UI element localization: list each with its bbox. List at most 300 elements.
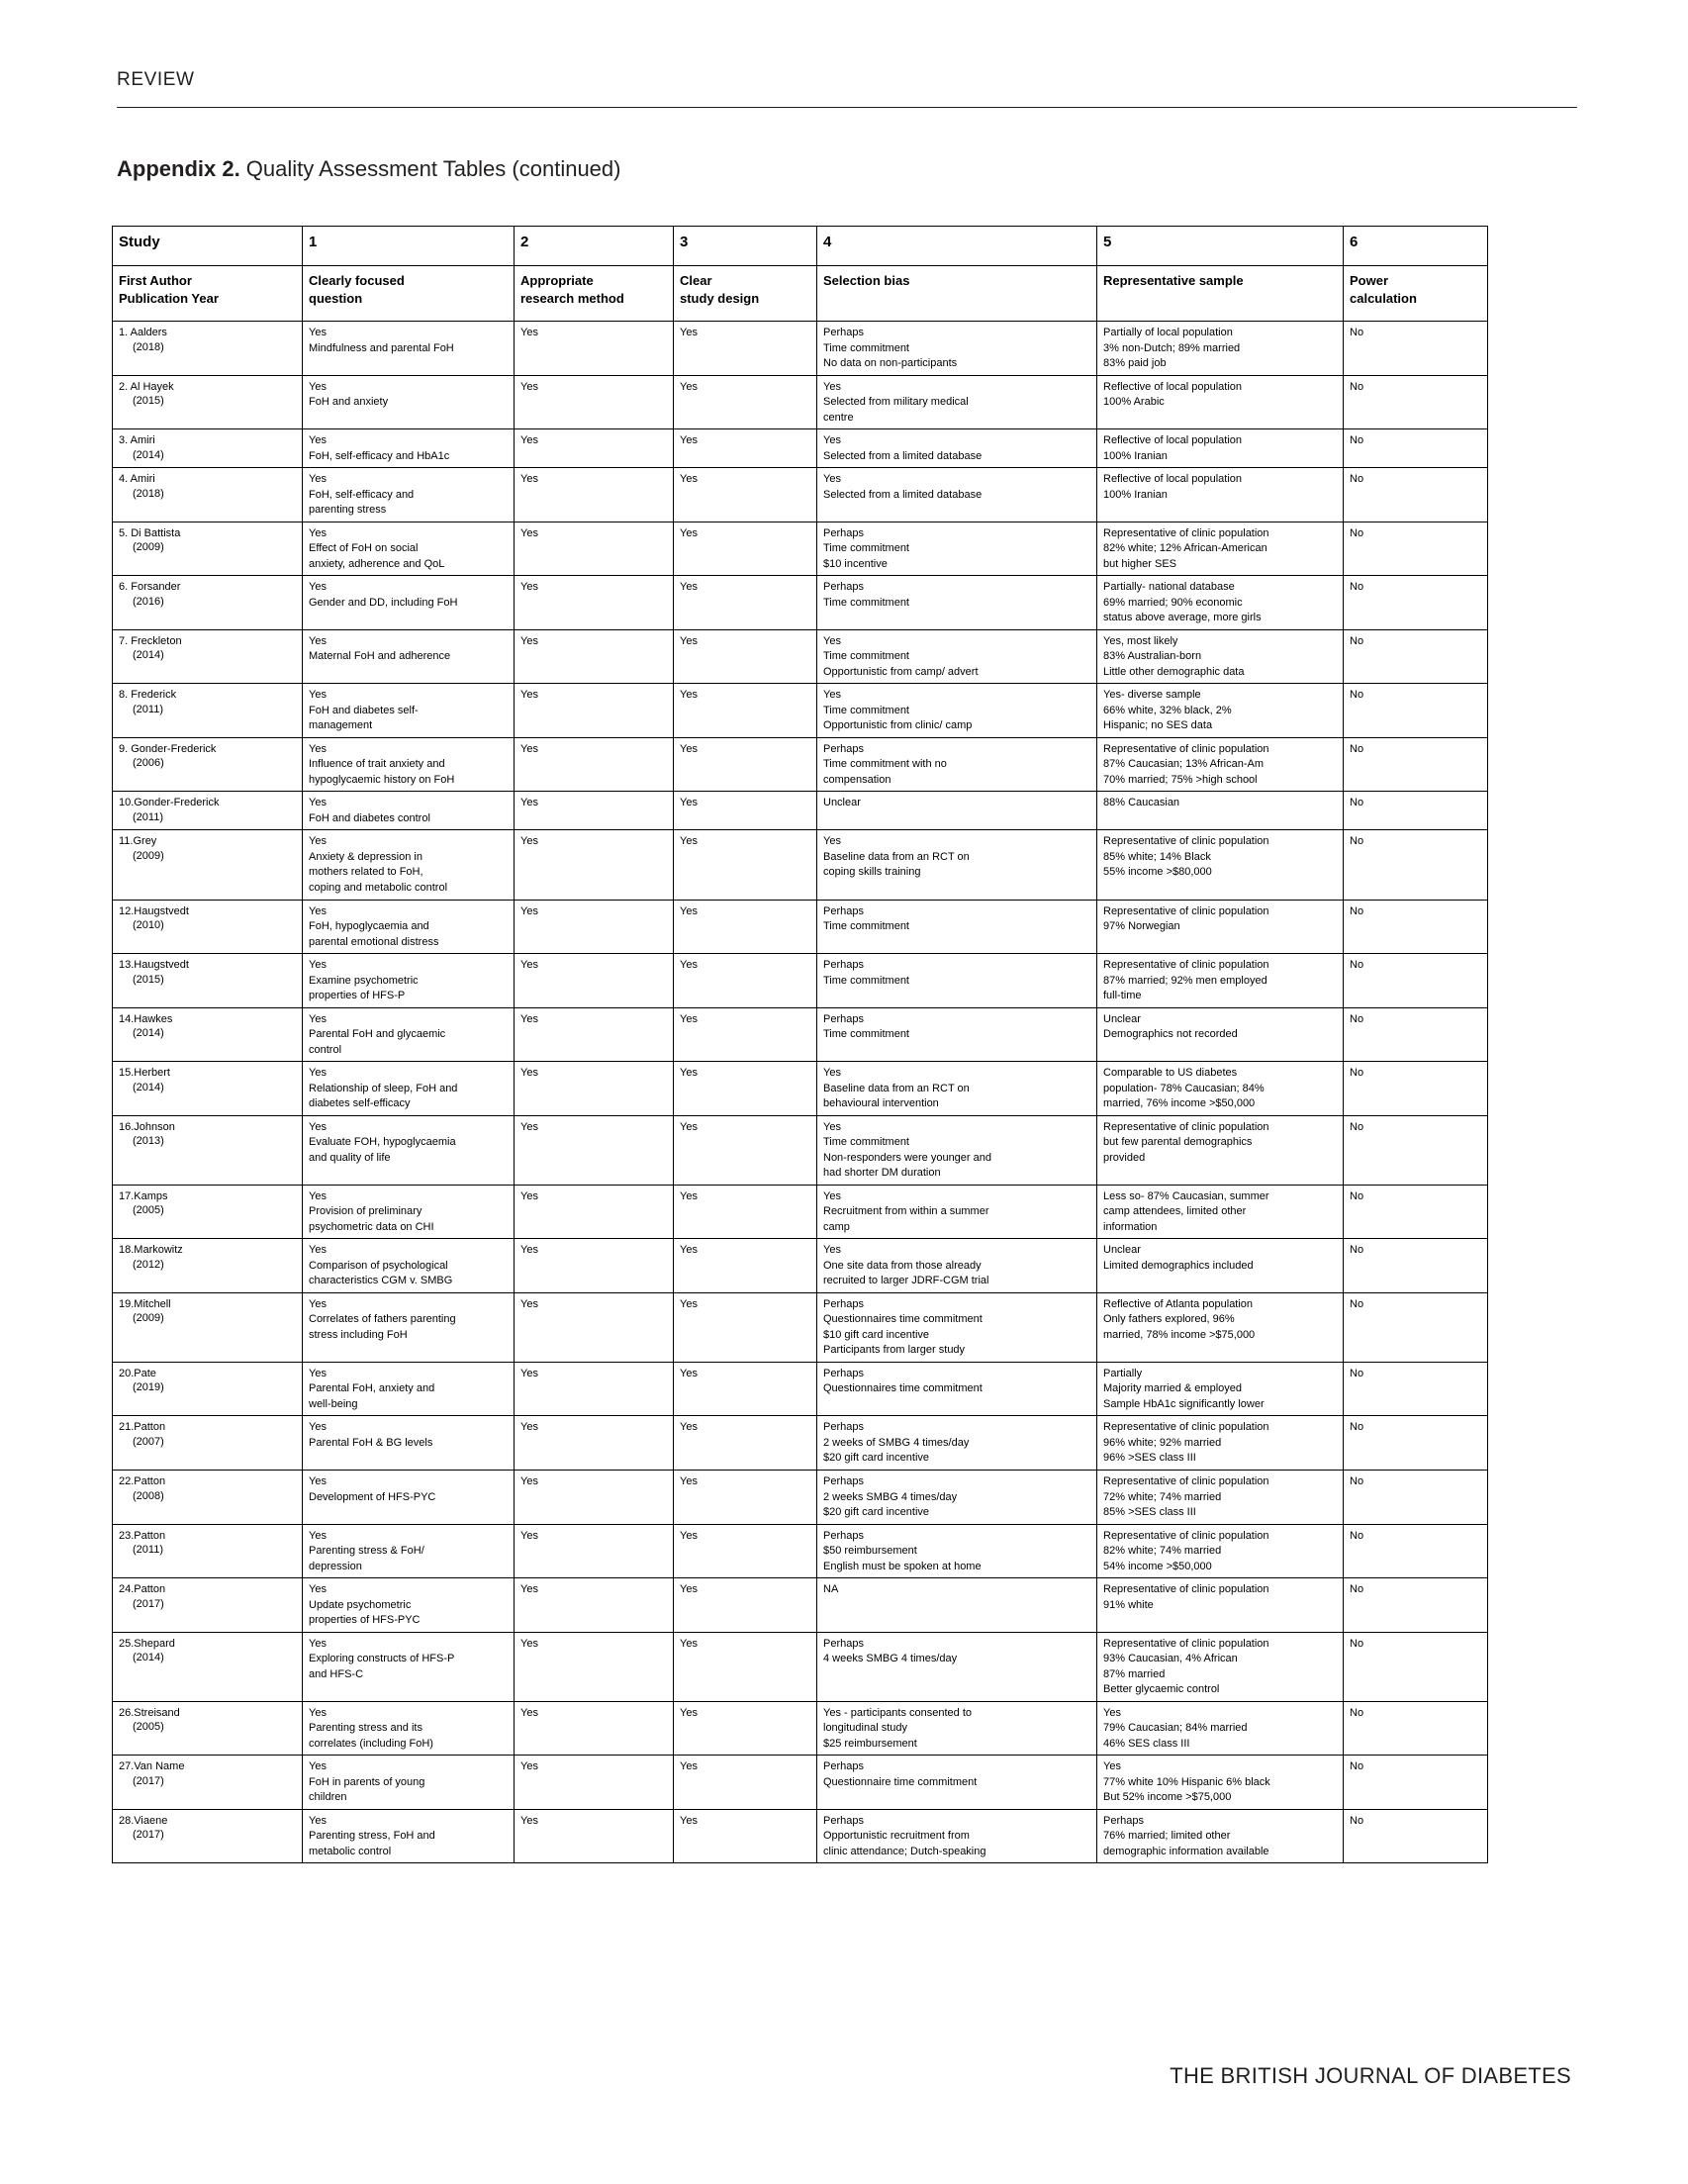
- cell-line: Time commitment: [823, 650, 909, 663]
- table-row: [113, 468, 1488, 522]
- cell-q1: [303, 830, 515, 900]
- cell-line: Only fathers explored, 96%: [1103, 1313, 1235, 1326]
- study-year: (2018): [133, 487, 164, 500]
- cell-q1: [303, 1062, 515, 1116]
- cell-line: Yes: [309, 1706, 327, 1719]
- cell-line: No: [1350, 1012, 1364, 1025]
- table-row: [113, 522, 1488, 576]
- cell-line: No: [1350, 1120, 1364, 1133]
- table-row: [113, 1756, 1488, 1810]
- cell-line: coping and metabolic control: [309, 881, 448, 894]
- cell-line: No: [1350, 434, 1364, 447]
- cell-line: 100% Arabic: [1103, 396, 1165, 409]
- cell-q5: [1097, 576, 1344, 630]
- cell-line: 72% white; 74% married: [1103, 1490, 1222, 1503]
- cell-line: No: [1350, 835, 1364, 848]
- cell-line: Yes: [680, 634, 698, 647]
- cell-q1: [303, 1701, 515, 1756]
- cell-line: mothers related to FoH,: [309, 866, 423, 879]
- table-row: [113, 576, 1488, 630]
- study-year: (2018): [133, 340, 164, 353]
- table-row: [113, 1578, 1488, 1633]
- cell-q5: [1097, 1185, 1344, 1239]
- cell-line: Evaluate FOH, hypoglycaemia: [309, 1136, 456, 1149]
- cell-line: Time commitment: [823, 920, 909, 933]
- table-row: [113, 684, 1488, 738]
- cell-q6: [1344, 1007, 1488, 1062]
- cell-q5: [1097, 429, 1344, 468]
- study-cell: [113, 322, 303, 376]
- cell-line: Yes: [309, 1244, 327, 1257]
- cell-q2: [515, 629, 674, 684]
- cell-line: Yes: [520, 1189, 538, 1202]
- cell-line: Parental FoH, anxiety and: [309, 1382, 435, 1395]
- cell-q2: [515, 1115, 674, 1185]
- study-author: 20.Pate: [119, 1367, 156, 1379]
- cell-q3: [674, 1809, 817, 1863]
- cell-q6: [1344, 1362, 1488, 1416]
- cell-line: Unclear: [1103, 1244, 1141, 1257]
- cell-q3: [674, 684, 817, 738]
- table-header-number-row: [113, 227, 1488, 266]
- cell-line: Yes: [823, 434, 841, 447]
- cell-line: Questionnaires time commitment: [823, 1313, 983, 1326]
- cell-q3: [674, 375, 817, 429]
- cell-line: Yes: [520, 1120, 538, 1133]
- cell-line: Yes: [520, 1583, 538, 1596]
- cell-q2: [515, 1524, 674, 1578]
- cell-line: No: [1350, 742, 1364, 755]
- cell-line: coping skills training: [823, 866, 921, 879]
- cell-line: anxiety, adherence and QoL: [309, 557, 445, 570]
- column-label-2: [515, 266, 674, 322]
- cell-line: No: [1350, 1244, 1364, 1257]
- cell-line: Yes: [309, 1583, 327, 1596]
- cell-q4: [817, 1185, 1097, 1239]
- cell-line: $20 gift card incentive: [823, 1506, 930, 1519]
- cell-line: Sample HbA1c significantly lower: [1103, 1397, 1265, 1410]
- cell-q3: [674, 737, 817, 792]
- cell-q4: [817, 1416, 1097, 1471]
- cell-q5: [1097, 1524, 1344, 1578]
- cell-line: status above average, more girls: [1103, 612, 1262, 624]
- cell-q2: [515, 322, 674, 376]
- cell-line: Yes: [309, 689, 327, 702]
- cell-q6: [1344, 1578, 1488, 1633]
- column-label-line: study design: [680, 291, 760, 307]
- cell-line: Perhaps: [1103, 1814, 1144, 1827]
- cell-line: 85% white; 14% Black: [1103, 850, 1211, 863]
- study-author: 3. Amiri: [119, 434, 155, 447]
- cell-line: $20 gift card incentive: [823, 1452, 930, 1465]
- cell-line: Representative of clinic population: [1103, 835, 1269, 848]
- cell-q2: [515, 576, 674, 630]
- column-label-line: Clearly focused: [309, 273, 405, 288]
- cell-line: Yes: [823, 1244, 841, 1257]
- cell-line: Yes: [309, 327, 327, 338]
- study-author: 16.Johnson: [119, 1120, 175, 1133]
- cell-line: Yes: [520, 634, 538, 647]
- study-author: 14.Hawkes: [119, 1012, 173, 1025]
- cell-q5: [1097, 737, 1344, 792]
- column-label-3: [674, 266, 817, 322]
- study-cell: [113, 375, 303, 429]
- study-author: 6. Forsander: [119, 581, 181, 594]
- cell-q1: [303, 629, 515, 684]
- study-year: (2014): [133, 1652, 164, 1664]
- cell-q1: [303, 576, 515, 630]
- table-row: [113, 1239, 1488, 1293]
- cell-q4: [817, 900, 1097, 954]
- cell-line: Time commitment: [823, 596, 909, 609]
- cell-line: 100% Iranian: [1103, 488, 1168, 501]
- study-cell: [113, 429, 303, 468]
- column-label-line: Representative sample: [1103, 273, 1244, 288]
- quality-assessment-table-container: [112, 226, 1487, 1863]
- study-cell: [113, 1239, 303, 1293]
- cell-line: Partially: [1103, 1367, 1143, 1379]
- cell-line: Opportunistic recruitment from: [823, 1830, 970, 1843]
- cell-line: Yes: [680, 1637, 698, 1650]
- cell-line: Yes: [309, 1367, 327, 1379]
- cell-line: Correlates of fathers parenting: [309, 1313, 456, 1326]
- cell-q5: [1097, 322, 1344, 376]
- cell-line: Time commitment: [823, 1136, 909, 1149]
- cell-line: married, 76% income >$50,000: [1103, 1097, 1256, 1110]
- cell-line: Yes: [680, 1475, 698, 1487]
- cell-line: Provision of preliminary: [309, 1205, 422, 1218]
- cell-line: longitudinal study: [823, 1722, 908, 1735]
- table-row: [113, 954, 1488, 1008]
- cell-q6: [1344, 375, 1488, 429]
- cell-line: Better glycaemic control: [1103, 1683, 1220, 1696]
- cell-line: English must be spoken at home: [823, 1560, 982, 1572]
- cell-line: Yes- diverse sample: [1103, 689, 1201, 702]
- page-title: [117, 156, 620, 182]
- cell-line: No: [1350, 797, 1364, 809]
- cell-q3: [674, 1292, 817, 1362]
- column-label-0: [113, 266, 303, 322]
- cell-line: Participants from larger study: [823, 1344, 966, 1357]
- cell-line: Yes: [520, 581, 538, 594]
- cell-line: Reflective of local population: [1103, 473, 1243, 486]
- cell-line: No: [1350, 1189, 1364, 1202]
- cell-q5: [1097, 1292, 1344, 1362]
- cell-line: Gender and DD, including FoH: [309, 596, 458, 609]
- study-cell: [113, 1701, 303, 1756]
- cell-line: No: [1350, 959, 1364, 972]
- table-row: [113, 1362, 1488, 1416]
- cell-q1: [303, 900, 515, 954]
- cell-line: Yes: [680, 742, 698, 755]
- cell-line: Yes: [680, 959, 698, 972]
- cell-line: Mindfulness and parental FoH: [309, 341, 454, 354]
- cell-line: Representative of clinic population: [1103, 959, 1269, 972]
- cell-line: but few parental demographics: [1103, 1136, 1253, 1149]
- study-author: 4. Amiri: [119, 473, 155, 486]
- cell-line: Yes: [520, 327, 538, 338]
- study-author: 21.Patton: [119, 1421, 166, 1434]
- cell-line: Yes: [520, 742, 538, 755]
- column-label-line: Power: [1350, 273, 1389, 288]
- cell-line: camp attendees, limited other: [1103, 1205, 1247, 1218]
- cell-line: FoH and anxiety: [309, 396, 389, 409]
- journal-footer: THE BRITISH JOURNAL OF DIABETES: [1170, 2063, 1571, 2088]
- cell-line: Majority married & employed: [1103, 1382, 1242, 1395]
- cell-line: Yes: [680, 1706, 698, 1719]
- running-head: REVIEW: [117, 69, 195, 90]
- cell-line: Baseline data from an RCT on: [823, 1082, 970, 1094]
- cell-line: No: [1350, 689, 1364, 702]
- column-label-line: First Author: [119, 273, 192, 288]
- cell-line: Parental FoH & BG levels: [309, 1436, 433, 1449]
- cell-line: information: [1103, 1220, 1158, 1233]
- cell-line: Opportunistic from clinic/ camp: [823, 719, 973, 732]
- quality-assessment-table: [112, 226, 1488, 1863]
- cell-line: 79% Caucasian; 84% married: [1103, 1722, 1248, 1735]
- cell-q2: [515, 1632, 674, 1701]
- cell-q5: [1097, 522, 1344, 576]
- cell-line: parenting stress: [309, 504, 387, 517]
- cell-line: FoH, hypoglycaemia and: [309, 920, 429, 933]
- cell-line: 88% Caucasian: [1103, 797, 1180, 809]
- cell-q3: [674, 576, 817, 630]
- cell-line: Representative of clinic population: [1103, 1475, 1269, 1487]
- cell-line: Parenting stress & FoH/: [309, 1545, 424, 1558]
- cell-line: 82% white; 74% married: [1103, 1545, 1222, 1558]
- cell-line: No: [1350, 1421, 1364, 1434]
- cell-line: Time commitment with no: [823, 758, 947, 771]
- cell-line: Representative of clinic population: [1103, 904, 1269, 917]
- cell-line: Yes: [680, 380, 698, 393]
- cell-q3: [674, 429, 817, 468]
- cell-q3: [674, 1062, 817, 1116]
- cell-q4: [817, 1292, 1097, 1362]
- table-row: [113, 1115, 1488, 1185]
- cell-q3: [674, 1632, 817, 1701]
- cell-q3: [674, 792, 817, 830]
- column-label-line: calculation: [1350, 291, 1417, 307]
- cell-line: Yes: [309, 434, 327, 447]
- study-cell: [113, 1524, 303, 1578]
- study-author: 25.Shepard: [119, 1637, 175, 1650]
- cell-line: 82% white; 12% African-American: [1103, 542, 1267, 555]
- cell-q3: [674, 322, 817, 376]
- cell-q3: [674, 1185, 817, 1239]
- cell-line: Yes: [680, 1583, 698, 1596]
- column-number-3: 3: [674, 227, 817, 266]
- cell-line: Representative of clinic population: [1103, 526, 1269, 539]
- cell-line: Questionnaires time commitment: [823, 1382, 983, 1395]
- cell-line: full-time: [1103, 990, 1142, 1002]
- cell-line: Yes, most likely: [1103, 634, 1178, 647]
- cell-line: Yes: [680, 1814, 698, 1827]
- cell-line: Yes: [520, 1367, 538, 1379]
- cell-line: Yes: [520, 1475, 538, 1487]
- cell-line: No: [1350, 1814, 1364, 1827]
- cell-q2: [515, 1578, 674, 1633]
- cell-line: No: [1350, 1529, 1364, 1542]
- cell-line: Questionnaire time commitment: [823, 1775, 978, 1788]
- study-year: (2009): [133, 849, 164, 862]
- column-label-4: [817, 266, 1097, 322]
- cell-line: Yes: [680, 904, 698, 917]
- cell-line: Yes: [309, 797, 327, 809]
- cell-line: No: [1350, 380, 1364, 393]
- cell-line: Perhaps: [823, 742, 864, 755]
- study-cell: [113, 468, 303, 522]
- cell-line: Yes: [680, 1367, 698, 1379]
- cell-q5: [1097, 684, 1344, 738]
- cell-line: well-being: [309, 1397, 358, 1410]
- table-row: [113, 1185, 1488, 1239]
- cell-line: But 52% income >$75,000: [1103, 1791, 1232, 1804]
- table-row: [113, 1471, 1488, 1525]
- cell-q3: [674, 1239, 817, 1293]
- cell-q6: [1344, 954, 1488, 1008]
- cell-line: Yes: [520, 1814, 538, 1827]
- study-author: 19.Mitchell: [119, 1297, 171, 1310]
- cell-line: Exploring constructs of HFS-P: [309, 1653, 455, 1665]
- cell-line: Yes: [309, 581, 327, 594]
- cell-line: FoH and diabetes self-: [309, 704, 419, 716]
- cell-line: Perhaps: [823, 959, 864, 972]
- cell-line: NA: [823, 1583, 839, 1596]
- cell-line: parental emotional distress: [309, 935, 439, 948]
- study-year: (2014): [133, 1027, 164, 1040]
- cell-line: Yes: [823, 634, 841, 647]
- study-author: 23.Patton: [119, 1529, 166, 1542]
- study-year: (2019): [133, 1381, 164, 1394]
- study-cell: [113, 737, 303, 792]
- cell-q2: [515, 900, 674, 954]
- cell-q2: [515, 1007, 674, 1062]
- cell-q3: [674, 1578, 817, 1633]
- cell-line: had shorter DM duration: [823, 1167, 941, 1180]
- cell-line: Yes: [680, 1244, 698, 1257]
- study-year: (2010): [133, 919, 164, 932]
- cell-line: Demographics not recorded: [1103, 1028, 1238, 1041]
- cell-line: 83% paid job: [1103, 357, 1167, 370]
- cell-q2: [515, 684, 674, 738]
- cell-q6: [1344, 522, 1488, 576]
- table-row: [113, 830, 1488, 900]
- study-year: (2015): [133, 973, 164, 986]
- cell-line: and HFS-C: [309, 1667, 364, 1680]
- cell-line: 66% white, 32% black, 2%: [1103, 704, 1232, 716]
- cell-line: Yes: [520, 835, 538, 848]
- cell-q2: [515, 1362, 674, 1416]
- cell-line: diabetes self-efficacy: [309, 1097, 411, 1110]
- cell-q6: [1344, 900, 1488, 954]
- cell-q2: [515, 522, 674, 576]
- cell-line: 87% Caucasian; 13% African-Am: [1103, 758, 1265, 771]
- cell-q2: [515, 1062, 674, 1116]
- cell-line: Yes: [823, 689, 841, 702]
- study-cell: [113, 684, 303, 738]
- cell-q2: [515, 1292, 674, 1362]
- study-year: (2007): [133, 1435, 164, 1448]
- cell-q6: [1344, 792, 1488, 830]
- cell-line: Yes: [823, 1120, 841, 1133]
- cell-line: properties of HFS-P: [309, 990, 406, 1002]
- cell-line: 100% Iranian: [1103, 449, 1168, 462]
- cell-q5: [1097, 900, 1344, 954]
- table-row: [113, 900, 1488, 954]
- cell-line: Selected from a limited database: [823, 488, 983, 501]
- cell-q2: [515, 429, 674, 468]
- cell-line: 96% >SES class III: [1103, 1452, 1196, 1465]
- cell-q5: [1097, 1062, 1344, 1116]
- cell-line: clinic attendance; Dutch-speaking: [823, 1845, 986, 1857]
- cell-line: and quality of life: [309, 1151, 391, 1164]
- cell-q3: [674, 1701, 817, 1756]
- cell-line: Unclear: [823, 797, 861, 809]
- cell-q1: [303, 1115, 515, 1185]
- cell-line: 70% married; 75% >high school: [1103, 773, 1258, 786]
- cell-line: $10 incentive: [823, 557, 888, 570]
- cell-line: Yes: [309, 526, 327, 539]
- study-year: (2017): [133, 1597, 164, 1610]
- study-year: (2014): [133, 649, 164, 662]
- cell-q4: [817, 1756, 1097, 1810]
- table-row: [113, 1416, 1488, 1471]
- cell-line: Yes: [520, 434, 538, 447]
- cell-q1: [303, 1524, 515, 1578]
- cell-q3: [674, 1416, 817, 1471]
- column-number-4: 4: [817, 227, 1097, 266]
- cell-q6: [1344, 1471, 1488, 1525]
- cell-line: Selected from military medical: [823, 396, 969, 409]
- study-author: 13.Haugstvedt: [119, 959, 189, 972]
- cell-line: Influence of trait anxiety and: [309, 758, 445, 771]
- cell-q2: [515, 1809, 674, 1863]
- column-label-line: research method: [520, 291, 624, 307]
- cell-line: Representative of clinic population: [1103, 1529, 1269, 1542]
- cell-q3: [674, 522, 817, 576]
- cell-q5: [1097, 468, 1344, 522]
- cell-q6: [1344, 322, 1488, 376]
- cell-line: Perhaps: [823, 526, 864, 539]
- cell-q6: [1344, 1292, 1488, 1362]
- cell-line: Partially of local population: [1103, 327, 1233, 338]
- column-label-5: [1097, 266, 1344, 322]
- cell-q2: [515, 954, 674, 1008]
- cell-q1: [303, 792, 515, 830]
- cell-line: Representative of clinic population: [1103, 1120, 1269, 1133]
- study-cell: [113, 1632, 303, 1701]
- study-year: (2011): [133, 810, 163, 823]
- study-year: (2013): [133, 1135, 164, 1148]
- cell-line: Yes: [520, 959, 538, 972]
- table-row: [113, 1701, 1488, 1756]
- study-cell: [113, 1115, 303, 1185]
- cell-q2: [515, 1239, 674, 1293]
- study-author: 1. Aalders: [119, 327, 167, 338]
- table-row: [113, 1062, 1488, 1116]
- cell-q1: [303, 1632, 515, 1701]
- cell-q2: [515, 1471, 674, 1525]
- cell-line: Reflective of Atlanta population: [1103, 1297, 1254, 1310]
- cell-line: Perhaps: [823, 1421, 864, 1434]
- cell-q1: [303, 954, 515, 1008]
- study-year: (2011): [133, 703, 163, 715]
- cell-line: Yes: [309, 835, 327, 848]
- table-row: [113, 792, 1488, 830]
- table-row: [113, 1007, 1488, 1062]
- cell-line: Yes: [520, 1421, 538, 1434]
- cell-line: characteristics CGM v. SMBG: [309, 1275, 453, 1287]
